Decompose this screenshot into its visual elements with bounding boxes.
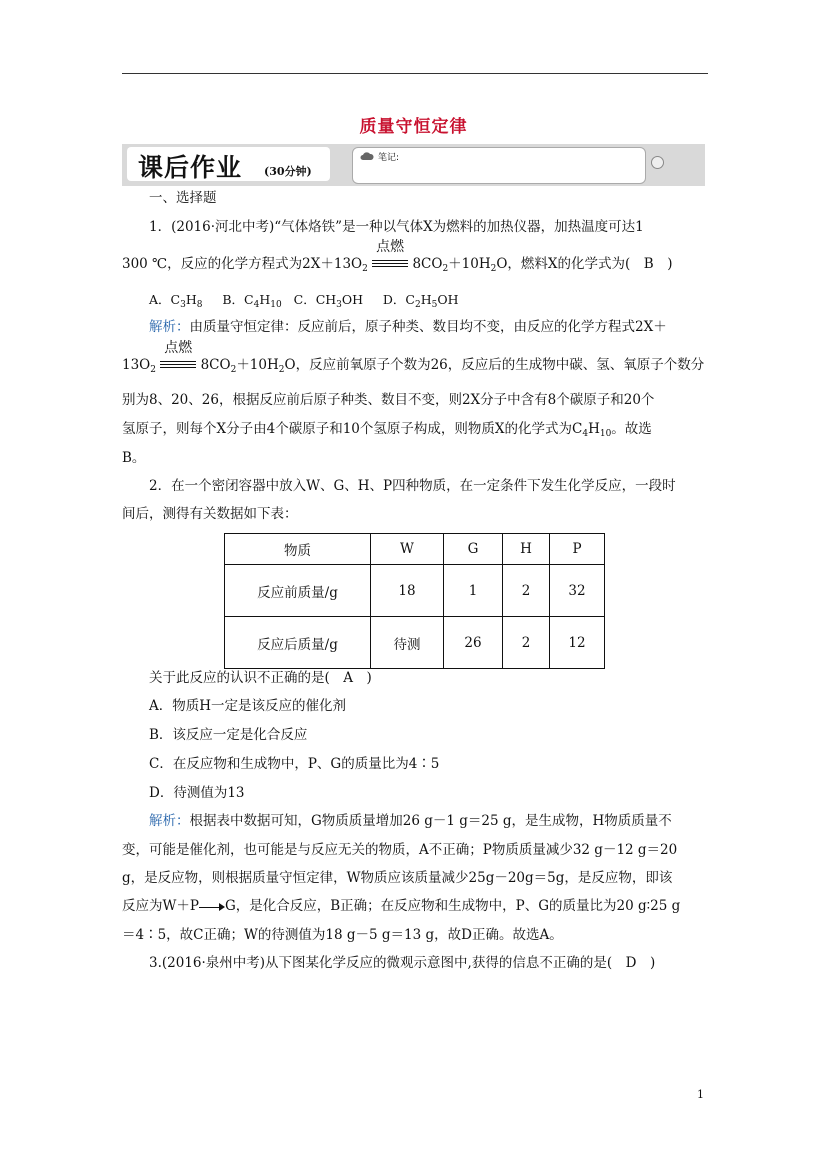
table-header-cell: P [550,534,605,565]
q1-analysis-line5: B。 [122,450,146,466]
reaction-arrow-icon [199,902,225,912]
notes-label: 笔记: [378,153,400,163]
reaction-condition: 点燃 [372,255,408,273]
table-cell: 32 [550,565,605,617]
q2-option-a: A．物质H一定是该反应的催化剂 [149,698,347,714]
header-rule [122,73,708,74]
table-header-cell: 物质 [225,534,371,565]
q2-analysis-line3: g，是反应物，则根据质量守恒定律，W物质应该质量减少25g－20g＝5g，是反应物，即该 [122,870,673,886]
table-cell: 待测 [371,617,444,669]
q2-stem-line1: 2．在一个密闭容器中放入W、G、H、P四种物质，在一定条件下发生化学反应，一段时 [149,478,676,494]
q2-stem-line2: 间后，测得有关数据如下表： [122,506,298,522]
table-row [225,617,605,669]
table-header-row [225,534,605,565]
page-number: 1 [697,1088,704,1101]
q2-option-b: B．该反应一定是化合反应 [149,727,308,743]
table-cell: 1 [444,565,503,617]
data-table [224,533,605,669]
table-header-cell: G [444,534,503,565]
cloud-icon [360,151,374,161]
q1-stem-line1: 1．(2016·河北中考)“气体烙铁”是一种以气体X为燃料的加热仪器，加热温度可达1 [149,219,644,235]
q2-question: 关于此反应的认识不正确的是( A ) [149,670,372,686]
table-row [225,565,605,617]
table-cell: 2 [503,565,550,617]
q3-stem: 3.(2016·泉州中考)从下图某化学反应的微观示意图中,获得的信息不正确的是( D ) [149,955,656,971]
q2-option-d: D．待测值为13 [149,785,245,801]
q1-stem-line2: 300 ℃，反应的化学方程式为$2X+13O_2$ 点燃 $8CO_2+10H_2O$，燃料X的化学式为( B ) [122,239,673,274]
table-cell: 反应前质量/g [225,565,371,617]
page-title: 质量守恒定律 [359,117,468,137]
q1-options: A．$C_3H_8$ B．$C_4H_{10}$ C．$CH_3OH$ D．$C_2H_5OH$ [149,292,459,310]
q1-analysis-line1: 解析：由质量守恒定律：反应前后，原子种类、数目均不变，由反应的化学方程式2X＋ [149,319,667,335]
q2-analysis-line1: 解析：根据表中数据可知，G物质质量增加26 g－1 g＝25 g，是生成物，H物质质量不 [149,813,672,829]
q2-analysis-line4: 反应为W＋P G，是化合反应，B正确；在反应物和生成物中，P、G的质量比为20 g∶25 g [122,898,681,914]
q2-option-c: C．在反应物和生成物中，P、G的质量比为4∶5 [149,756,440,772]
table-header-cell: W [371,534,444,565]
table-cell: 12 [550,617,605,669]
q1-analysis-line4: 氢原子，则每个X分子由4个碳原子和10个氢原子构成，则物质X的化学式为$C_4H_{10}$。故选 [122,421,652,439]
banner-heading: 课后作业 [138,153,243,182]
table-cell: 26 [444,617,503,669]
q1-analysis-line3: 别为8、20、26，根据反应前后原子种类、数目不变，则2X分子中含有8个碳原子和20个 [122,392,655,408]
section-heading: 一、选择题 [149,190,217,206]
table-cell: 2 [503,617,550,669]
banner-time: (30分钟) [264,165,312,178]
table-header-cell: H [503,534,550,565]
q2-analysis-line2: 变，可能是催化剂，也可能是与反应无关的物质，A不正确；P物质质量减少32 g－12 g＝20 [122,842,678,858]
q2-analysis-line5: ＝4∶5，故C正确；W的待测值为18 g－5 g＝13 g，故D正确。故选A。 [122,927,563,943]
q1-analysis-line2: $13O_2$ 点燃 $8CO_2+10H_2O$，反应前氧原子个数为26，反应后的生成物中碳、氢、氧原子个数分 [122,340,705,375]
reaction-condition: 点燃 [160,356,196,374]
table-cell: 18 [371,565,444,617]
clear-circle-icon[interactable] [651,156,664,169]
table-cell: 反应后质量/g [225,617,371,669]
